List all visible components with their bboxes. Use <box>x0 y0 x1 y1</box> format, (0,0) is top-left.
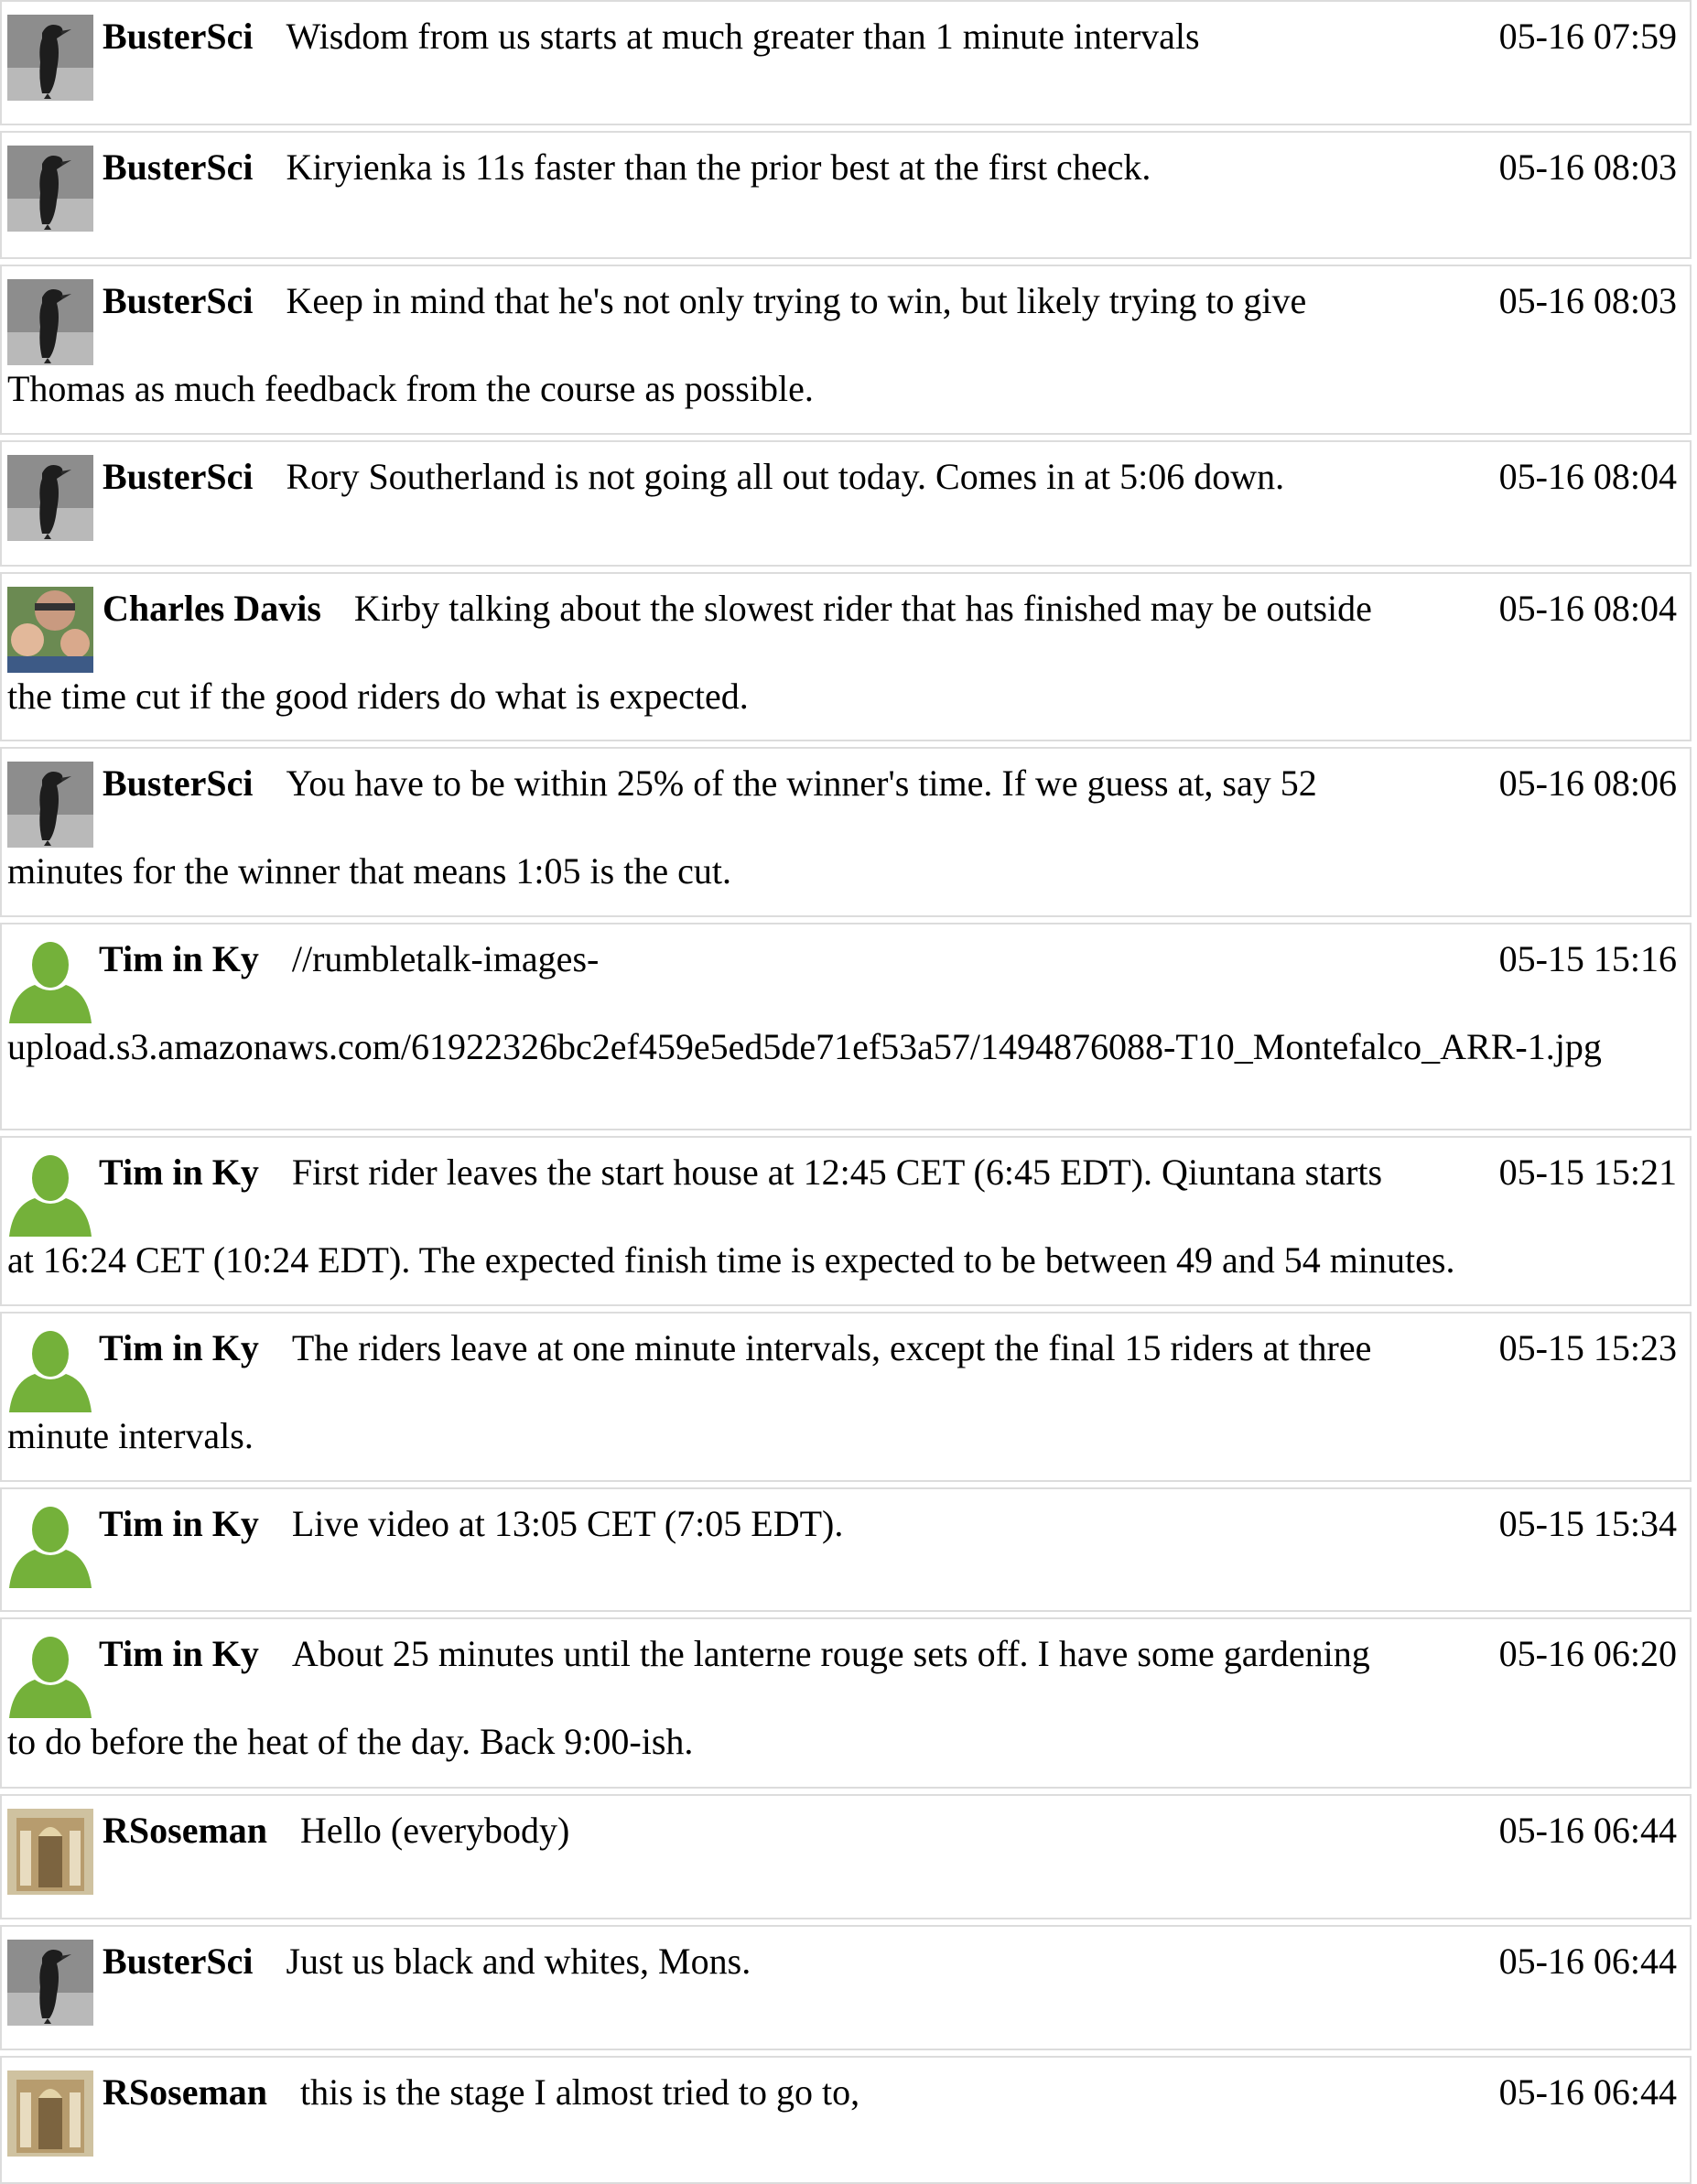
username[interactable]: BusterSci <box>103 1941 254 1982</box>
default-user-avatar[interactable] <box>7 1632 93 1718</box>
chat-message <box>0 1925 1692 2050</box>
message-timestamp: 05-15 15:23 <box>1498 1327 1677 1368</box>
default-user-avatar[interactable] <box>7 1326 93 1412</box>
message-timestamp: 05-16 08:04 <box>1498 588 1677 629</box>
photo-avatar[interactable] <box>7 587 93 673</box>
message-header <box>99 1145 1382 1200</box>
chat-message <box>0 1794 1692 1919</box>
message-header <box>99 1627 1370 1681</box>
default-user-avatar-image <box>7 937 93 1023</box>
message-timestamp: 05-16 06:20 <box>1498 1633 1677 1674</box>
message-timestamp: 05-15 15:34 <box>1498 1503 1677 1544</box>
default-user-avatar-image <box>7 1326 93 1412</box>
message-header <box>99 1497 843 1552</box>
message-text: Just us black and whites, Mons. <box>286 1941 751 1982</box>
message-text-continued: Thomas as much feedback from the course as possible. <box>7 368 814 409</box>
penguin-avatar-image <box>7 279 93 365</box>
username[interactable]: Tim in Ky <box>99 1503 259 1544</box>
username[interactable]: RSoseman <box>103 1810 268 1851</box>
message-timestamp: 05-16 06:44 <box>1498 1941 1677 1982</box>
chat-message <box>0 572 1692 741</box>
chat-message <box>0 265 1692 435</box>
username[interactable]: BusterSci <box>103 280 254 321</box>
username[interactable]: BusterSci <box>103 762 254 804</box>
message-header <box>103 274 1306 329</box>
default-user-avatar-image <box>7 1151 93 1237</box>
message-timestamp: 05-16 06:44 <box>1498 1810 1677 1851</box>
chat-message <box>0 1312 1692 1482</box>
message-header <box>103 2065 859 2120</box>
message-timestamp: 05-16 08:04 <box>1498 456 1677 497</box>
chat-message <box>0 2056 1692 2184</box>
penguin-avatar[interactable] <box>7 455 93 541</box>
message-header <box>103 449 1284 504</box>
church-avatar[interactable] <box>7 2070 93 2157</box>
message-timestamp: 05-16 08:03 <box>1498 146 1677 188</box>
message-text: About 25 minutes until the lanterne rouge sets off. I have some gardening <box>291 1633 1370 1674</box>
chat-message <box>0 747 1692 917</box>
default-user-avatar-image <box>7 1502 93 1588</box>
username[interactable]: BusterSci <box>103 146 254 188</box>
penguin-avatar[interactable] <box>7 146 93 232</box>
default-user-avatar[interactable] <box>7 1502 93 1588</box>
message-header <box>103 581 1372 636</box>
penguin-avatar-image <box>7 146 93 232</box>
message-text-continued: the time cut if the good riders do what is expected. <box>7 676 749 717</box>
chat-message <box>0 923 1692 1130</box>
username[interactable]: Tim in Ky <box>99 1327 259 1368</box>
person-photo-avatar-image <box>7 587 93 673</box>
message-timestamp: 05-16 06:44 <box>1498 2071 1677 2113</box>
penguin-avatar[interactable] <box>7 762 93 848</box>
penguin-avatar[interactable] <box>7 1940 93 2026</box>
message-timestamp: 05-16 07:59 <box>1498 16 1677 57</box>
message-text: Rory Southerland is not going all out today. Comes in at 5:06 down. <box>286 456 1285 497</box>
username[interactable]: Tim in Ky <box>99 1633 259 1674</box>
penguin-avatar[interactable] <box>7 15 93 101</box>
church-interior-avatar-image <box>7 1809 93 1895</box>
default-user-avatar[interactable] <box>7 937 93 1023</box>
message-text-continued: minute intervals. <box>7 1415 254 1456</box>
church-avatar[interactable] <box>7 1809 93 1895</box>
message-text-continued: minutes for the winner that means 1:05 is the cut. <box>7 850 731 892</box>
message-header <box>103 1803 569 1858</box>
message-text: Kirby talking about the slowest rider that has finished may be outside <box>353 588 1372 629</box>
message-timestamp: 05-15 15:16 <box>1498 938 1677 979</box>
message-text: First rider leaves the start house at 12:45 CET (6:45 EDT). Qiuntana starts <box>291 1151 1383 1193</box>
username[interactable]: BusterSci <box>103 16 254 57</box>
message-header <box>99 1321 1371 1376</box>
message-header <box>99 932 599 987</box>
chat-message <box>0 1487 1692 1612</box>
church-interior-avatar-image <box>7 2070 93 2157</box>
message-text: //rumbletalk-images- <box>291 938 600 979</box>
message-text: Live video at 13:05 CET (7:05 EDT). <box>291 1503 844 1544</box>
message-timestamp: 05-16 08:03 <box>1498 280 1677 321</box>
message-timestamp: 05-15 15:21 <box>1498 1151 1677 1193</box>
username[interactable]: RSoseman <box>103 2071 268 2113</box>
message-text: Kiryienka is 11s faster than the prior best at the first check. <box>286 146 1151 188</box>
message-header <box>103 140 1151 195</box>
message-header <box>103 756 1317 811</box>
message-text: The riders leave at one minute intervals, except the final 15 riders at three <box>291 1327 1372 1368</box>
message-timestamp: 05-16 08:06 <box>1498 762 1677 804</box>
message-text: Hello (everybody) <box>300 1810 570 1851</box>
chat-message <box>0 440 1692 567</box>
message-text-continued: to do before the heat of the day. Back 9:00-ish. <box>7 1721 694 1762</box>
message-header <box>103 9 1200 64</box>
message-text-continued: upload.s3.amazonaws.com/61922326bc2ef459e5ed5de71ef53a57/1494876088-T10_Montefalco_ARR-1.jpg <box>7 1026 1602 1067</box>
username[interactable]: Tim in Ky <box>99 1151 259 1193</box>
default-user-avatar[interactable] <box>7 1151 93 1237</box>
message-header <box>103 1934 751 1989</box>
penguin-avatar-image <box>7 1940 93 2026</box>
chat-message <box>0 1136 1692 1306</box>
penguin-avatar[interactable] <box>7 279 93 365</box>
username[interactable]: BusterSci <box>103 456 254 497</box>
message-text: Wisdom from us starts at much greater than 1 minute intervals <box>286 16 1200 57</box>
penguin-avatar-image <box>7 762 93 848</box>
penguin-avatar-image <box>7 455 93 541</box>
message-text: Keep in mind that he's not only trying to win, but likely trying to give <box>286 280 1307 321</box>
chat-message <box>0 0 1692 125</box>
username[interactable]: Charles Davis <box>103 588 321 629</box>
chat-message <box>0 1617 1692 1789</box>
message-text: You have to be within 25% of the winner's time. If we guess at, say 52 <box>286 762 1317 804</box>
default-user-avatar-image <box>7 1632 93 1718</box>
message-text: this is the stage I almost tried to go to, <box>300 2071 860 2113</box>
username[interactable]: Tim in Ky <box>99 938 259 979</box>
penguin-avatar-image <box>7 15 93 101</box>
chat-message <box>0 131 1692 259</box>
message-text-continued: at 16:24 CET (10:24 EDT). The expected finish time is expected to be between 49 and 54 minutes. <box>7 1239 1455 1281</box>
